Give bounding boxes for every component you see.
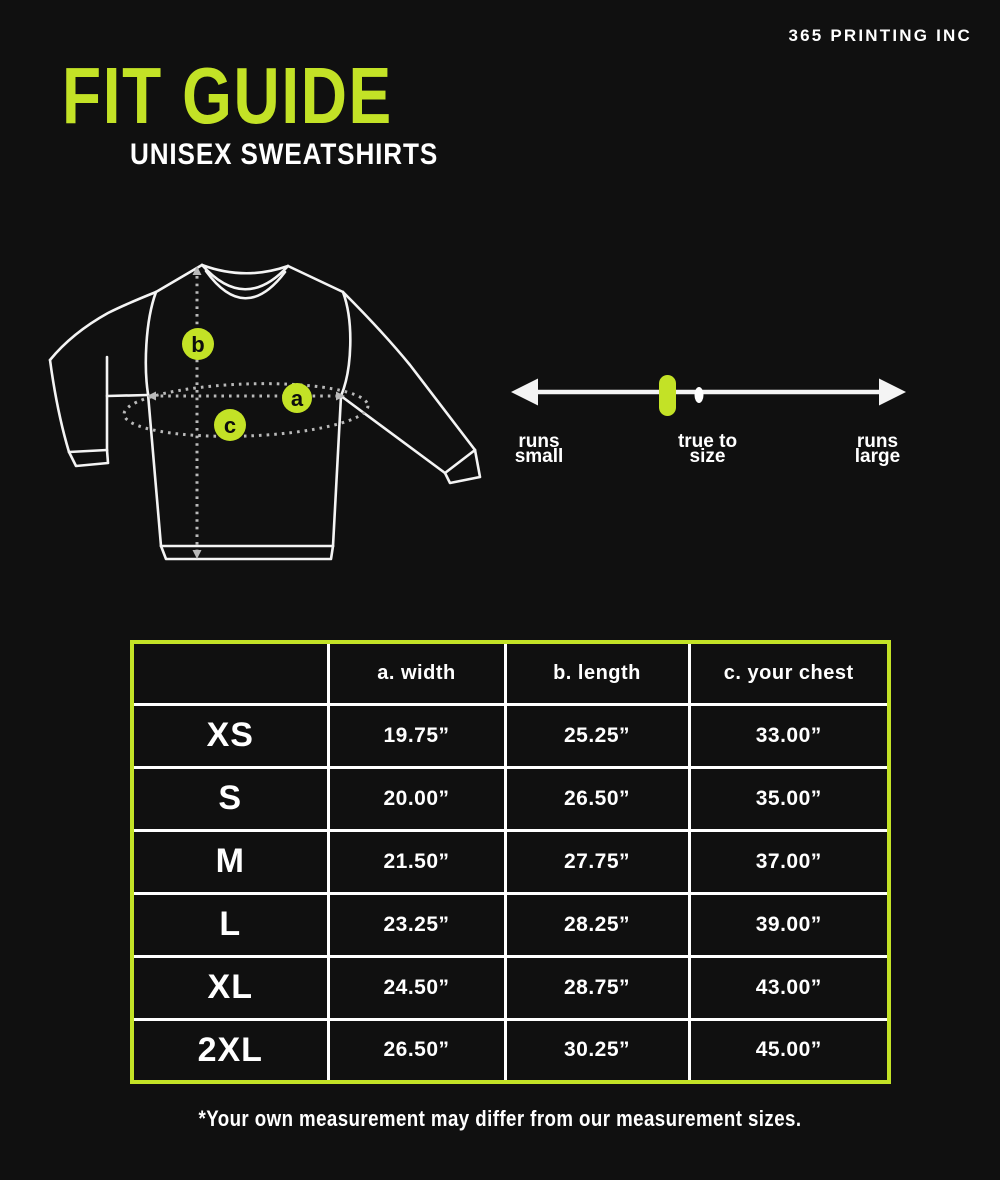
size-cell: XL <box>132 956 328 1019</box>
width-cell: 19.75” <box>328 704 505 767</box>
sweatshirt-diagram <box>28 240 498 580</box>
scale-center-dot <box>695 387 704 403</box>
chest-measure-ellipse <box>123 380 369 440</box>
chest-cell: 43.00” <box>689 956 889 1019</box>
marker-c-label: c <box>223 413 237 438</box>
length-cell: 30.25” <box>505 1019 689 1082</box>
size-cell: 2XL <box>132 1019 328 1082</box>
marker-a-label: a <box>290 386 304 411</box>
arrow-down-icon <box>193 550 202 559</box>
table-row-xs <box>132 704 889 767</box>
width-cell: 21.50” <box>328 830 505 893</box>
width-cell: 23.25” <box>328 893 505 956</box>
footnote: *Your own measurement may differ from our measurement sizes. <box>198 1106 802 1131</box>
page-title: FIT GUIDE <box>62 51 393 140</box>
chest-cell: 39.00” <box>689 893 889 956</box>
col-header-width: a. width <box>328 642 505 704</box>
length-cell: 26.50” <box>505 767 689 830</box>
width-cell: 20.00” <box>328 767 505 830</box>
width-cell: 24.50” <box>328 956 505 1019</box>
scale-label-runs-large: runs large <box>854 431 901 467</box>
chest-cell: 45.00” <box>689 1019 889 1082</box>
chest-cell: 37.00” <box>689 830 889 893</box>
size-cell: M <box>132 830 328 893</box>
fit-scale <box>500 355 920 430</box>
col-header-length: b. length <box>505 642 689 704</box>
col-header-chest: c. your chest <box>689 642 889 704</box>
length-cell: 25.25” <box>505 704 689 767</box>
brand-name: 365 PRINTING INC <box>788 26 972 45</box>
scale-label-runs-small: runs small <box>514 431 564 467</box>
length-cell: 28.25” <box>505 893 689 956</box>
width-cell: 26.50” <box>328 1019 505 1082</box>
chest-cell: 33.00” <box>689 704 889 767</box>
scale-arrow-right-icon <box>879 379 906 406</box>
sweatshirt-outline-icon <box>50 265 480 559</box>
table-header-row <box>132 642 889 704</box>
length-cell: 27.75” <box>505 830 689 893</box>
scale-label-true-to-size: true to size <box>677 431 738 467</box>
fit-indicator-pill <box>659 375 676 416</box>
table-row-l <box>132 893 889 956</box>
size-cell: S <box>132 767 328 830</box>
col-header-size <box>132 642 328 704</box>
size-cell: L <box>132 893 328 956</box>
table-row-2xl <box>132 1019 889 1082</box>
table-row-xl <box>132 956 889 1019</box>
size-cell: XS <box>132 704 328 767</box>
table-row-s <box>132 767 889 830</box>
scale-arrow-left-icon <box>511 379 538 406</box>
size-table <box>130 640 891 1084</box>
marker-b-label: b <box>191 332 205 357</box>
length-cell: 28.75” <box>505 956 689 1019</box>
chest-cell: 35.00” <box>689 767 889 830</box>
measurement-lines <box>123 266 369 559</box>
page-subtitle: UNISEX SWEATSHIRTS <box>130 138 439 171</box>
table-row-m <box>132 830 889 893</box>
